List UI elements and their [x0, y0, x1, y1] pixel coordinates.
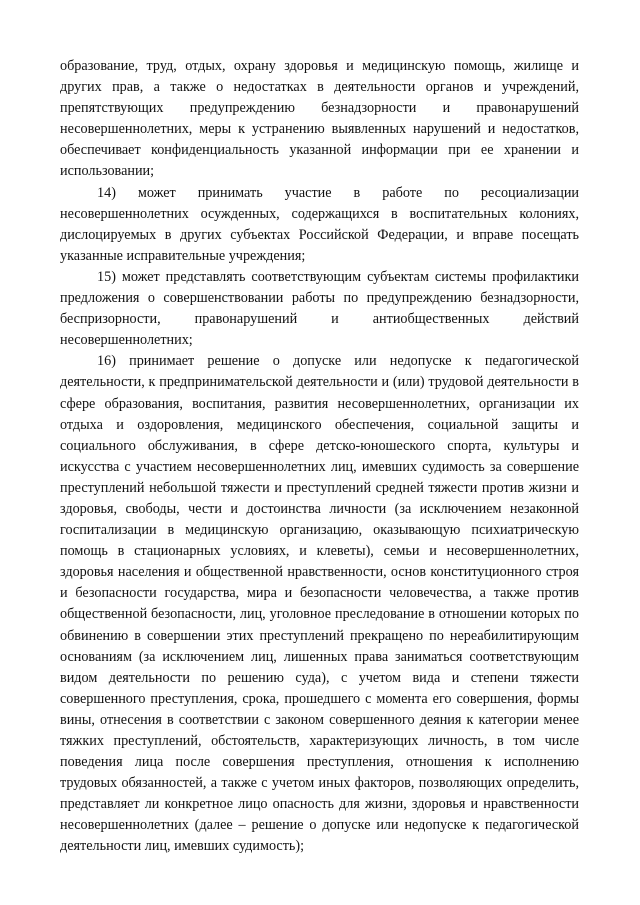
paragraph-item-14: 14) может принимать участие в работе по ресоциализации несовершеннолетних осужденных, содержащихся в воспитательных колониях, дислоцируемых в других субъектах Российской Федерации, и вправе посещать указанные исправительные учреждения;	[60, 184, 579, 264]
paragraph-item-15: 15) может представлять соответствующим субъектам системы профилактики предложения о совершенствовании работы по предупреждению безнадзорности, беспризорности, правонарушений и антиобщественных действий несовершеннолетних;	[60, 268, 579, 349]
paragraph-continuation: образование, труд, отдых, охрану здоровья и медицинскую помощь, жилище и других прав, а также о недостатках в деятельности органов и учреждений, препятствующих предупреждению безнадзорности и правонарушений несовершеннолетних, меры к устранению выявленных нарушений и недостатков, обеспечивает конфиденциальность указанной информации при ее хранении и использовании;	[60, 58, 579, 180]
document-page	[60, 56, 579, 858]
paragraph-item-16: 16) принимает решение о допуске или недопуске к педагогической деятельности, к предпринимательской деятельности и (или) трудовой деятельности в сфере образования, воспитания, развития несовершеннолетних, организации их отдыха и оздоровления, медицинского обеспечения, социальной защиты и социального обслуживания, в сфере детско-юношеского спорта, культуры и искусства с участием несовершеннолетних лиц, имевших судимость за совершение преступлений небольшой тяжести и преступлений средней тяжести против жизни и здоровья, свободы, чести и достоинства личности (за исключением незаконной госпитализации в медицинскую организацию, оказывающую психиатрическую помощь в стационарных условиях, и клеветы), семьи и несовершеннолетних, здоровья населения и общественной нравственности, основ конституционного строя и безопасности государства, мира и безопасности человечества, а также против общественной безопасности, лиц, уголовное преследование в отношении которых по обвинению в совершении этих преступлений прекращено по нереабилитирующим основаниям (за исключением лиц, лишенных права заниматься соответствующим видом деятельности по решению суда), с учетом вида и степени тяжести совершенного преступления, срока, прошедшего с момента его совершения, формы вины, отнесения в соответствии с законом совершенного деяния к категории менее тяжких преступлений, обстоятельств, характеризующих личность, в том числе поведения лица после совершения преступления, отношения к исполнению трудовых обязанностей, а также с учетом иных факторов, позволяющих определить, представляет ли конкретное лицо опасность для жизни, здоровья и нравственности несовершеннолетних (далее – решение о допуске или недопуске к педагогической деятельности лиц, имевших судимость);	[60, 353, 579, 855]
